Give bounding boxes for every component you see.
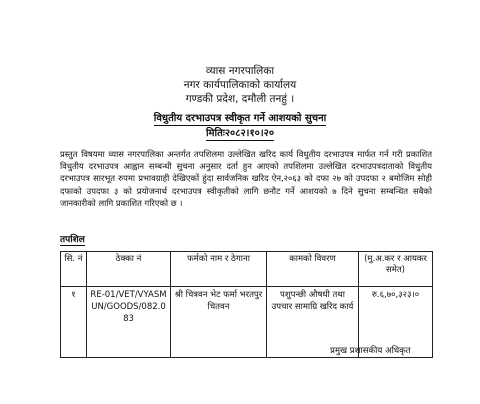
notice-title: [0, 110, 480, 124]
cell-contract-no: RE-01/VET/VYASMUN/GOODS/082.083: [87, 287, 171, 358]
notice-title-text: विधुतीय दरभाउपत्र स्वीकृत गर्ने आशयको सुचना: [153, 113, 327, 124]
office-address: गण्डकी प्रदेश, दमौली तनहुं ।: [185, 93, 295, 105]
header-firm: फर्मको नाम र ठेगाना: [171, 252, 267, 287]
municipality-name: व्यास नगरपालिका: [205, 65, 275, 77]
office-name: नगर कार्यपालिकाको कार्यालय: [183, 79, 297, 91]
header-amount: (मु.अ.कर र आयकर समेत): [359, 252, 433, 287]
details-table: [60, 251, 433, 358]
cell-firm: श्री चित्रवन भेट फर्मा भरतपुर चितवन: [171, 287, 267, 358]
cell-description: पशुपन्छी औषधी तथा उपचार सामाग्रि खरिद कार्य: [267, 287, 359, 358]
notice-date-text: मितिः२०८२।१०।२०: [205, 128, 275, 139]
table-header-row: [61, 252, 433, 287]
notice-date: [0, 125, 480, 139]
header-sn: सि. नं: [61, 252, 87, 287]
section-label: [60, 232, 85, 245]
cell-sn: १: [61, 287, 87, 358]
notice-body: प्रस्तुत विषयमा व्यास नगरपालिका अन्तर्गत तपशिलमा उल्लेखित खरिद कार्य विधुतीय दरभाउपत्र मार्फत गर्न गरी प्रकाशित विधुतीय दरभाउपत्र आह्वान सम्बन्धी सुचना अनुसार दर्ता हुन आएको तपशिलमा उल्लेखित दरभाउपत्रदाताको विधुतीय दरभाउपत्र सारभूत रुपमा प्रभावग्राही देखिएकों हुंदा सार्वजनिक खरिद ऐन,२०६३ को दफा २७ को उपदफा २ बमोजिम सोही दफाको उपदफा ३ को प्रयोजनार्थ दरभाउपत्र स्वीकृतीको लागि छनौट गर्ने आशयको ७ दिने सुचना सम्बन्धित सबैको जानकारीको लागि प्रकाशित गरिएको छ ।: [60, 149, 432, 208]
header-description: कामको विवरण: [267, 252, 359, 287]
section-label-text: तपशिल: [60, 235, 85, 245]
header-contract-no: ठेक्का नं: [87, 252, 171, 287]
signatory-title: प्रमुख प्रशासकीय अधिकृत: [330, 346, 411, 356]
cell-amount: रु.६,७०,३२३।०: [359, 287, 433, 358]
